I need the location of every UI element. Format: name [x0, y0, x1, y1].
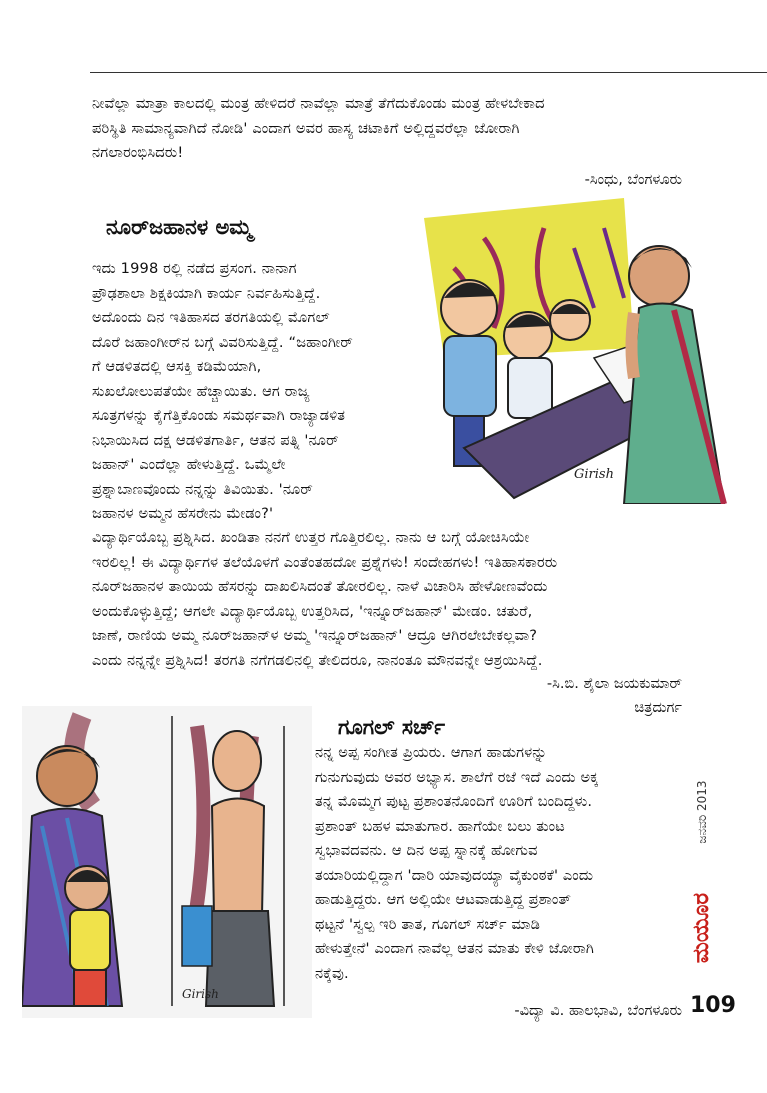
grandfather-cartoon	[22, 706, 312, 1018]
story2-line: ಪ್ರಶಾಂತ್ ಬಹಳ ಮಾತುಗಾರ. ಹಾಗೆಯೇ ಬಲು ತುಂಟ	[315, 817, 565, 835]
story2-title: ಗೂಗಲ್ ಸರ್ಚ್	[338, 715, 446, 739]
magazine-brand: ಮಯೂರ	[689, 892, 714, 964]
magazine-masthead-vertical	[689, 767, 717, 1007]
story1-line: ನೂರ್‌ಜಹಾನಳ ತಾಯಿಯ ಹೆಸರನ್ನು ದಾಖಲಿಸಿದಂತೆ ತೋರಲಿಲ್ಲ. ನಾಳೆ ವಿಚಾರಿಸಿ ಹೇಳೋಣವೆಂದು	[92, 578, 548, 595]
intro-line: ನಗಲಾರಂಭಿಸಿದರು!	[92, 144, 184, 161]
story1-line: ಪ್ರಶ್ನಾಬಾಣವೊಂದು ನನ್ನನ್ನು ತಿವಿಯಿತು. 'ನೂರ್	[92, 480, 313, 498]
story1-line: ವಿದ್ಯಾರ್ಥಿಯೊಬ್ಬ ಪ್ರಶ್ನಿಸಿದ. ಖಂಡಿತಾ ನನಗೆ ಉತ್ತರ ಗೊತ್ತಿರಲಿಲ್ಲ. ನಾನು ಆ ಬಗ್ಗೆ ಯೋಚಿಸಿಯೇ	[92, 529, 530, 546]
story2-illustration	[22, 706, 312, 1018]
artist-signature: Girish	[574, 467, 614, 482]
story1-line: ಎಂದು ನನ್ನನ್ನೇ ಪ್ರಶ್ನಿಸಿದ! ತರಗತಿ ನಗೆಗಡಲಿನಲ್ಲಿ ತೇಲಿದರೂ, ನಾನಂತೂ ಮೌನವನ್ನೇ ಆಶ್ರಯಿಸಿದ್ದೆ.	[92, 651, 543, 669]
story1-line: ಇದು 1998 ರಲ್ಲಿ ನಡೆದ ಪ್ರಸಂಗ. ನಾನಾಗ	[92, 260, 297, 277]
artist-signature: Girish	[182, 987, 219, 1001]
story1-line: ಇರಲಿಲ್ಲ! ಈ ವಿದ್ಯಾರ್ಥಿಗಳ ತಲೆಯೊಳಗೆ ಎಂತೆಂತಹದೋ ಪ್ರಶ್ನೆಗಳು! ಸಂದೇಹಗಳು! ಇತಿಹಾಸಕಾರರು	[92, 553, 558, 571]
story2-line: ತಯಾರಿಯಲ್ಲಿದ್ದಾಗ 'ದಾರಿ ಯಾವುದಯ್ಯಾ ವೈಕುಂಠಕೆ' ಎಂದು	[315, 866, 594, 884]
story2-signature: -ವಿದ್ಯಾ ವಿ. ಹಾಲಭಾವಿ, ಬೆಂಗಳೂರು	[514, 1002, 682, 1019]
story2-line: ತನ್ನ ಮೊಮ್ಮಗ ಪುಟ್ಟ ಪ್ರಶಾಂತನೊಂದಿಗೆ ಊರಿಗೆ ಬಂದಿದ್ದಳು.	[315, 793, 593, 810]
story1-title: ನೂರ್‌ಜಹಾನಳ ಅಮ್ಮ	[106, 215, 253, 239]
story1-signature-place: ಚಿತ್ರದುರ್ಗ	[634, 699, 682, 716]
story1-line: ಸೂತ್ರಗಳನ್ನು ಕೈಗೆತ್ತಿಕೊಂಡು ಸಮರ್ಥವಾಗಿ ರಾಜ್ಯಾಡಳಿತ	[92, 407, 346, 424]
intro-signature: -ಸಿಂಧು, ಬೆಂಗಳೂರು	[584, 171, 682, 188]
story1-line: ಅಂದುಕೊಳ್ಳುತ್ತಿದ್ದೆ; ಆಗಲೇ ವಿದ್ಯಾರ್ಥಿಯೊಬ್ಬ ಉತ್ತರಿಸಿದ, 'ಇನ್ನೂರ್‌ಜಹಾನ್' ಮೇಡಂ. ಚತುರೆ,	[92, 602, 533, 620]
story1-illustration	[424, 198, 734, 504]
story2-line: ನಕ್ಕೆವು.	[315, 964, 349, 982]
story2-line: ಸ್ವಭಾವದವನು. ಆ ದಿನ ಅಪ್ಪ ಸ್ನಾನಕ್ಕೆ ಹೋಗುವ	[315, 842, 538, 859]
story2-line: ಹಾಡುತ್ತಿದ್ದರು. ಆಗ ಅಲ್ಲಿಯೇ ಆಟವಾಡುತ್ತಿದ್ದ ಪ್ರಶಾಂತ್	[315, 891, 572, 908]
story1-paragraph-wide	[92, 526, 557, 673]
story1-line: ಜಹಾನಳ ಅಮ್ಮನ ಹೆಸರೇನು ಮೇಡಂ?'	[92, 505, 274, 522]
story1-line: ಜಾಣೆ, ರಾಣಿಯ ಅಮ್ಮ ನೂರ್‌ಜಹಾನ್‌ಳ ಅಮ್ಮ 'ಇನ್ನೂರ್‌ಜಹಾನ್' ಆದ್ರೂ ಆಗಿರಲೇಬೇಕಲ್ಲವಾ?	[92, 627, 538, 644]
story2-line: ನನ್ನ ಅಪ್ಪ ಸಂಗೀತ ಪ್ರಿಯರು. ಆಗಾಗ ಹಾಡುಗಳನ್ನು	[315, 744, 548, 761]
story1-line: ಅದೊಂದು ದಿನ ಇತಿಹಾಸದ ತರಗತಿಯಲ್ಲಿ ಮೊಗಲ್	[92, 309, 330, 326]
story2-line: ಹೇಳುತ್ತೇನೆ' ಎಂದಾಗ ನಾವೆಲ್ಲ ಆತನ ಮಾತು ಕೇಳಿ ಜೋರಾಗಿ	[315, 940, 595, 957]
story1-line: ದೊರೆ ಜಹಾಂಗೀರ್‌ನ ಬಗ್ಗೆ ವಿವರಿಸುತ್ತಿದ್ದೆ. “ಜಹಾಂಗೀರ್	[92, 333, 353, 351]
story2-line: ಗುನುಗುವುದು ಅವರ ಅಭ್ಯಾಸ. ಶಾಲೆಗೆ ರಜೆ ಇದೆ ಎಂದು ಅಕ್ಕ	[315, 768, 599, 786]
classroom-cartoon	[424, 198, 734, 504]
story2-line: ಥಟ್ಟನೆ 'ಸ್ವಲ್ಪ ಇರಿ ತಾತ, ಗೂಗಲ್ ಸರ್ಚ್ ಮಾಡಿ	[315, 915, 541, 933]
story1-line: ಗೆ ಆಡಳಿತದಲ್ಲಿ ಆಸಕ್ತಿ ಕಡಿಮೆಯಾಗಿ,	[92, 358, 262, 375]
story1-paragraph-narrow	[92, 257, 353, 527]
intro-line: ಪರಿಸ್ಥಿತಿ ಸಾಮಾನ್ಯವಾಗಿದೆ ನೋಡಿ' ಎಂದಾಗ ಅವರ ಹಾಸ್ಯ ಚಟಾಕಿಗೆ ಅಲ್ಲಿದ್ದವರೆಲ್ಲಾ ಜೋರಾಗಿ	[92, 119, 520, 137]
intro-line: ನೀವೆಲ್ಲಾ ಮಾತ್ರಾ ಕಾಲದಲ್ಲಿ ಮಂತ್ರ ಹೇಳಿದರೆ ನಾವೆಲ್ಲಾ ಮಾತ್ರೆ ತೆಗೆದುಕೊಂಡು ಮಂತ್ರ ಹೇಳಬೇಕಾದ	[92, 95, 545, 112]
story1-line: ಪ್ರೌಢಶಾಲಾ ಶಿಕ್ಷಕಿಯಾಗಿ ಕಾರ್ಯ ನಿರ್ವಹಿಸುತ್ತಿದ್ದೆ.	[92, 284, 321, 302]
story1-line: ಜಹಾನ್' ಎಂದೆಲ್ಲಾ ಹೇಳುತ್ತಿದ್ದೆ. ಒಮ್ಮೆಲೇ	[92, 456, 286, 473]
story1-signature-name: -ಸಿ.ಬಿ. ಶೈಲಾ ಜಯಕುಮಾರ್	[546, 675, 682, 692]
header-rule	[90, 72, 767, 73]
story2-paragraph	[315, 741, 598, 986]
story1-line: ಸುಖಲೋಲುಪತೆಯೇ ಹೆಚ್ಚಾಯಿತು. ಆಗ ರಾಜ್ಯ	[92, 382, 310, 400]
intro-paragraph	[92, 92, 545, 166]
page-number: 109	[690, 993, 736, 1018]
issue-date: ಜನವರಿ 2013	[695, 780, 709, 844]
story1-line: ನಿಭಾಯಿಸಿದ ದಕ್ಷ ಆಡಳಿತಗಾರ್ತಿ, ಆತನ ಪತ್ನಿ 'ನೂರ್	[92, 431, 339, 449]
